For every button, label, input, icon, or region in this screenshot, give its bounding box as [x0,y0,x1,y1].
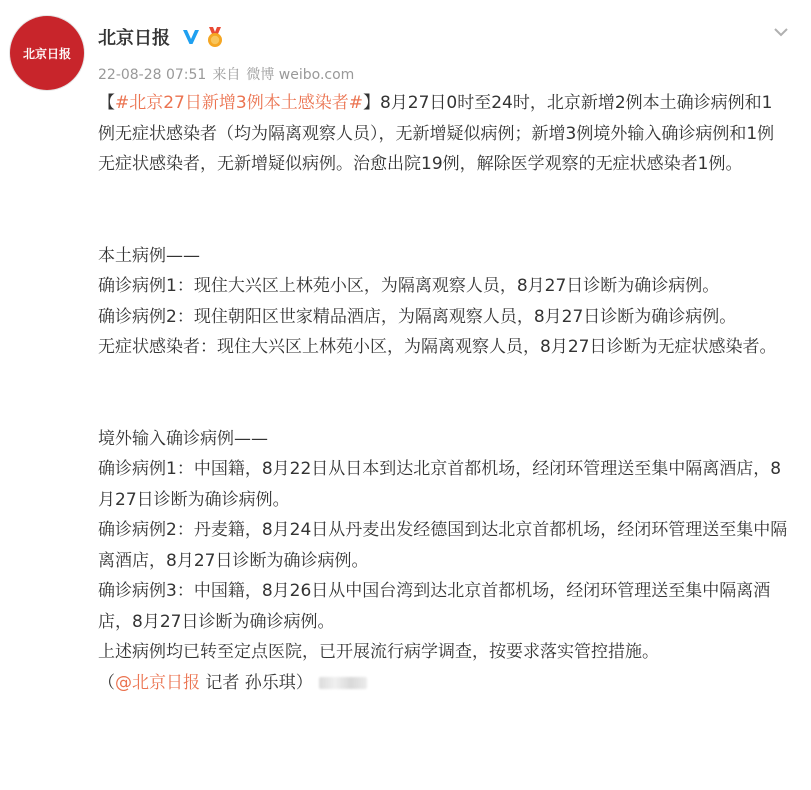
avatar-logo-text: 北京日报 [22,46,71,61]
bracket-open: 【 [98,93,115,113]
medal-icon [204,26,226,48]
meta-from-label: 来自 [212,67,241,83]
credit-line [98,668,788,699]
import-case-1: 确诊病例1：中国籍，8月22日从日本到达北京首都机场，经闭环管理送至集中隔离酒店，8月27日诊断为确诊病例。 [98,459,782,510]
post-meta [98,64,360,84]
import-heading: 境外输入确诊病例—— [98,428,268,449]
intro-text: 8月27日0时至24时，北京新增2例本土确诊病例和1例无症状感染者（均为隔离观察人员），无新增疑似病例；新增3例境外输入确诊病例和1例无症状感染者，无新增疑似病例。治愈出院19例，解除医学观察的无症状感染者1例。 [98,93,775,174]
hashtag-link[interactable]: #北京27日新增3例本土感染者# [115,93,363,113]
local-case-2: 确诊病例2：现住朝阳区世家精品酒店，为隔离观察人员，8月27日诊断为确诊病例。 [98,306,737,327]
chevron-down-icon[interactable] [773,26,789,38]
credit-open: （ [98,672,115,693]
post-intro [98,88,788,180]
import-case-3: 确诊病例3：中国籍，8月26日从中国台湾到达北京首都机场，经闭环管理送至集中隔离酒店，8月27日诊断为确诊病例。 [98,581,771,632]
import-case-2: 确诊病例2：丹麦籍，8月24日从丹麦出发经德国到达北京首都机场，经闭环管理送至集中隔离酒店，8月27日诊断为确诊病例。 [98,520,788,571]
bracket-close: 】 [362,93,380,113]
local-heading: 本土病例—— [98,245,200,266]
post-timestamp[interactable]: 22-08-28 07:51 [98,67,207,83]
post-source[interactable]: 微博 weibo.com [246,67,355,83]
closing-text: 上述病例均已转至定点医院，已开展流行病学调查，按要求落实管控措施。 [98,642,659,662]
avatar[interactable] [10,16,84,90]
verified-v-icon [182,28,200,46]
local-case-1: 确诊病例1：现住大兴区上林苑小区，为隔离观察人员，8月27日诊断为确诊病例。 [98,276,720,296]
post-body [98,88,788,698]
author-name[interactable]: 北京日报 [98,28,170,49]
local-asymptomatic: 无症状感染者：现住大兴区上林苑小区，为隔离观察人员，8月27日诊断为无症状感染者。 [98,337,777,357]
paragraph-gap [98,363,788,424]
credit-text: 记者 孙乐琪） [200,672,313,693]
paragraph-gap [98,180,788,241]
blurred-watermark [319,677,367,689]
mention-link[interactable]: @北京日报 [115,672,200,693]
